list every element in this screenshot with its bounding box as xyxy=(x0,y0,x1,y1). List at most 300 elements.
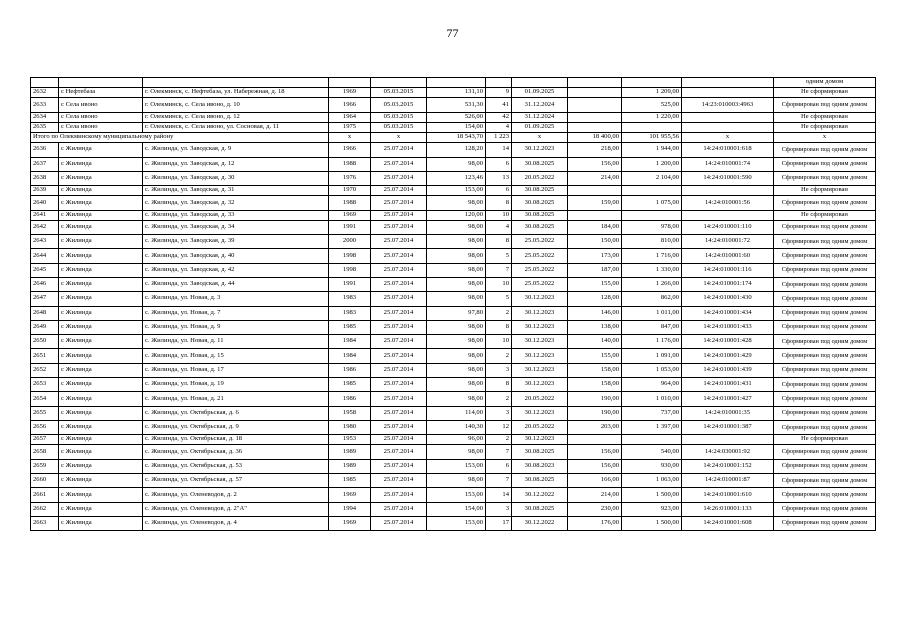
due-date-cell: 30.12.2023 xyxy=(512,363,568,377)
cadastre-cell xyxy=(682,186,774,196)
status-cell: Сформирован под одним домом xyxy=(774,335,876,349)
value-cell: 190,00 xyxy=(568,406,622,420)
table-row xyxy=(31,186,876,196)
status-cell: Не сформирован xyxy=(774,435,876,445)
cadastre-cell: 14:24:010001:110 xyxy=(682,220,774,234)
date-cell: 25.07.2014 xyxy=(371,516,427,530)
date-cell: 25.07.2014 xyxy=(371,459,427,473)
date-cell: 25.07.2014 xyxy=(371,186,427,196)
count-cell: 6 xyxy=(486,459,512,473)
cost-cell: 1 220,00 xyxy=(622,112,682,122)
row-number-cell: 2663 xyxy=(31,516,59,530)
count-cell: 13 xyxy=(486,171,512,185)
cadastre-cell xyxy=(682,435,774,445)
cost-cell: 964,00 xyxy=(622,378,682,392)
area-cell: 98,00 xyxy=(427,220,486,234)
cadastre-cell: 14:24:010001:430 xyxy=(682,292,774,306)
status-cell: Сформирован под одним домом xyxy=(774,320,876,334)
date-cell: 25.07.2014 xyxy=(371,292,427,306)
area-cell: 98,00 xyxy=(427,445,486,459)
cost-cell: 101 955,56 xyxy=(622,133,682,143)
row-number-cell: 2662 xyxy=(31,502,59,516)
address-cell: с. Жилинда, ул. Новая, д. 15 xyxy=(143,349,329,363)
row-number-cell: 2655 xyxy=(31,406,59,420)
date-cell: 05.03.2015 xyxy=(371,122,427,132)
year-cell: 1966 xyxy=(329,98,371,112)
settlement-cell: с Села ивоно xyxy=(59,112,143,122)
settlement-cell: с Жилинда xyxy=(59,406,143,420)
status-cell: Сформирован под одним домом xyxy=(774,392,876,406)
due-date-cell: 30.12.2023 xyxy=(512,406,568,420)
address-cell: г. Олекминск, с. Села ивоно, ул. Сосновая, д. 11 xyxy=(143,122,329,132)
row-number-cell: 2648 xyxy=(31,306,59,320)
due-date-cell: 30.12.2023 xyxy=(512,320,568,334)
date-cell: 25.07.2014 xyxy=(371,392,427,406)
settlement-cell: с Жилинда xyxy=(59,220,143,234)
status-cell: Не сформирован xyxy=(774,186,876,196)
cost-cell: 930,00 xyxy=(622,459,682,473)
cadastre-cell: 14:23:010003:4963 xyxy=(682,98,774,112)
settlement-cell: с Жилинда xyxy=(59,320,143,334)
cost-cell: 540,00 xyxy=(622,445,682,459)
cadastre-cell: 14:24:010001:174 xyxy=(682,277,774,291)
cost-cell: 1 011,00 xyxy=(622,306,682,320)
row-number-cell: 2632 xyxy=(31,88,59,98)
cadastre-cell: 14:24:010001:35 xyxy=(682,406,774,420)
address-cell: с. Жилинда, ул. Новая, д. 17 xyxy=(143,363,329,377)
row-number-cell: 2646 xyxy=(31,277,59,291)
cost-cell: 1 091,00 xyxy=(622,349,682,363)
cadastre-cell: 14:24:010001:434 xyxy=(682,306,774,320)
area-cell: 128,20 xyxy=(427,143,486,157)
area-cell: 98,00 xyxy=(427,249,486,263)
address-cell: с. Жилинда, ул. Новая, д. 19 xyxy=(143,378,329,392)
cadastre-cell xyxy=(682,88,774,98)
cost-cell: 1 944,00 xyxy=(622,143,682,157)
value-cell: 156,00 xyxy=(568,157,622,171)
value-cell: 184,00 xyxy=(568,220,622,234)
cost-cell: 1 053,00 xyxy=(622,363,682,377)
value-cell: 150,00 xyxy=(568,235,622,249)
date-cell: 25.07.2014 xyxy=(371,435,427,445)
settlement-cell: с Жилинда xyxy=(59,349,143,363)
count-cell: 5 xyxy=(486,249,512,263)
due-date-cell: 30.08.2025 xyxy=(512,220,568,234)
value-cell: 187,00 xyxy=(568,263,622,277)
settlement-cell: с Жилинда xyxy=(59,196,143,210)
value-cell: 218,00 xyxy=(568,143,622,157)
value-cell: 230,00 xyxy=(568,502,622,516)
status-cell: Сформирован под одним домом xyxy=(774,488,876,502)
address-cell: с. Жилинда, ул. Октябрьская, д. 36 xyxy=(143,445,329,459)
cadastre-cell: 14:24:010001:428 xyxy=(682,335,774,349)
area-cell: 96,00 xyxy=(427,435,486,445)
year-cell: 1966 xyxy=(329,143,371,157)
value-cell: 140,00 xyxy=(568,335,622,349)
count-cell: 41 xyxy=(486,98,512,112)
table-row xyxy=(31,459,876,473)
count-cell: 7 xyxy=(486,445,512,459)
status-cell: Сформирован под одним домом xyxy=(774,292,876,306)
count-cell: 14 xyxy=(486,143,512,157)
due-date-cell: 20.05.2022 xyxy=(512,420,568,434)
cost-cell: 1 063,00 xyxy=(622,474,682,488)
address-cell: с. Жилинда, ул. Новая, д. 11 xyxy=(143,335,329,349)
settlement-cell: с Жилинда xyxy=(59,335,143,349)
area-cell: 98,00 xyxy=(427,320,486,334)
year-cell: 1994 xyxy=(329,502,371,516)
year-cell: 1989 xyxy=(329,445,371,459)
area-cell: 98,00 xyxy=(427,335,486,349)
date-cell: 25.07.2014 xyxy=(371,220,427,234)
address-cell: с. Жилинда, ул. Оленеводов, д. 2 xyxy=(143,488,329,502)
table-row xyxy=(31,335,876,349)
cadastre-cell: 14:24:010001:387 xyxy=(682,420,774,434)
table-row xyxy=(31,420,876,434)
count-cell: 5 xyxy=(486,292,512,306)
cost-cell: 923,00 xyxy=(622,502,682,516)
count-cell: 14 xyxy=(486,488,512,502)
settlement-cell: с Жилинда xyxy=(59,445,143,459)
address-cell: г. Олекминск, с. Нефтебаза, ул. Набережная, д. 18 xyxy=(143,88,329,98)
date-cell: 25.07.2014 xyxy=(371,171,427,185)
value-cell: 155,00 xyxy=(568,349,622,363)
settlement-cell: с Жилинда xyxy=(59,474,143,488)
row-number-cell: 2658 xyxy=(31,445,59,459)
settlement-cell: с Жилинда xyxy=(59,210,143,220)
year-cell: 1958 xyxy=(329,406,371,420)
date-cell: 25.07.2014 xyxy=(371,445,427,459)
year-cell: 1969 xyxy=(329,210,371,220)
settlement-cell: с Жилинда xyxy=(59,420,143,434)
value-cell: 159,00 xyxy=(568,196,622,210)
status-cell: Сформирован под одним домом xyxy=(774,220,876,234)
due-date-cell: 30.12.2023 xyxy=(512,435,568,445)
value-cell: 214,00 xyxy=(568,488,622,502)
cadastre-cell: 14:24:010001:431 xyxy=(682,378,774,392)
year-cell: 2000 xyxy=(329,235,371,249)
area-cell: 18 543,70 xyxy=(427,133,486,143)
count-cell: 7 xyxy=(486,474,512,488)
status-cell: Сформирован под одним домом xyxy=(774,196,876,210)
table-row xyxy=(31,210,876,220)
row-number-cell: 2656 xyxy=(31,420,59,434)
table-row xyxy=(31,88,876,98)
row-number-cell: 2639 xyxy=(31,186,59,196)
status-cell: Сформирован под одним домом xyxy=(774,363,876,377)
area-cell: 98,00 xyxy=(427,378,486,392)
address-cell: с. Жилинда, ул. Заводская, д. 33 xyxy=(143,210,329,220)
count-cell: 3 xyxy=(486,502,512,516)
address-cell: с. Жилинда, ул. Новая, д. 7 xyxy=(143,306,329,320)
year-cell: 1953 xyxy=(329,435,371,445)
table-row xyxy=(31,349,876,363)
cost-cell: 1 010,00 xyxy=(622,392,682,406)
year-cell: 1984 xyxy=(329,335,371,349)
table-row xyxy=(31,235,876,249)
date-cell: 25.07.2014 xyxy=(371,420,427,434)
value-cell xyxy=(568,210,622,220)
cost-cell: 862,00 xyxy=(622,292,682,306)
table-row xyxy=(31,320,876,334)
status-cell: Сформирован под одним домом xyxy=(774,98,876,112)
due-date-cell: 20.05.2022 xyxy=(512,171,568,185)
settlement-cell: с Жилинда xyxy=(59,502,143,516)
area-cell: 154,00 xyxy=(427,122,486,132)
due-date-cell: 30.12.2023 xyxy=(512,143,568,157)
value-cell: 138,00 xyxy=(568,320,622,334)
cost-cell xyxy=(622,210,682,220)
value-cell: 155,00 xyxy=(568,277,622,291)
address-cell: с. Жилинда, ул. Заводская, д. 34 xyxy=(143,220,329,234)
value-cell: 18 400,00 xyxy=(568,133,622,143)
address-cell: с. Жилинда, ул. Новая, д. 3 xyxy=(143,292,329,306)
row-number-cell: 2650 xyxy=(31,335,59,349)
date-cell: 25.07.2014 xyxy=(371,306,427,320)
row-number-cell: 2652 xyxy=(31,363,59,377)
due-date-cell: 30.12.2022 xyxy=(512,488,568,502)
cost-cell: 1 500,00 xyxy=(622,516,682,530)
count-cell: 12 xyxy=(486,420,512,434)
date-cell: 25.07.2014 xyxy=(371,502,427,516)
year-cell: 1970 xyxy=(329,186,371,196)
cost-cell: 1 209,00 xyxy=(622,88,682,98)
count-cell: 9 xyxy=(486,88,512,98)
settlement-cell: с Жилинда xyxy=(59,263,143,277)
settlement-cell: с Жилинда xyxy=(59,249,143,263)
settlement-cell: с Жилинда xyxy=(59,171,143,185)
due-date-cell: 30.08.2023 xyxy=(512,459,568,473)
table-row xyxy=(31,516,876,530)
date-cell: 25.07.2014 xyxy=(371,320,427,334)
row-number-cell: 2636 xyxy=(31,143,59,157)
cadastre-cell: 14:24:010001:60 xyxy=(682,249,774,263)
address-cell: с. Жилинда, ул. Октябрьская, д. 9 xyxy=(143,420,329,434)
cost-cell xyxy=(622,186,682,196)
year-cell: x xyxy=(329,133,371,143)
cadastre-cell: 14:24:010001:608 xyxy=(682,516,774,530)
due-date-cell: 30.12.2022 xyxy=(512,516,568,530)
cost-cell: 1 716,00 xyxy=(622,249,682,263)
due-date-cell: x xyxy=(512,133,568,143)
area-cell: 531,30 xyxy=(427,98,486,112)
due-date-cell: 30.12.2023 xyxy=(512,349,568,363)
row-number-cell: 2653 xyxy=(31,378,59,392)
table-row xyxy=(31,220,876,234)
count-cell: 8 xyxy=(486,196,512,210)
count-cell: 7 xyxy=(486,263,512,277)
table-row xyxy=(31,363,876,377)
table-row xyxy=(31,292,876,306)
date-cell: 25.07.2014 xyxy=(371,196,427,210)
date-cell: 25.07.2014 xyxy=(371,335,427,349)
area-cell: 123,46 xyxy=(427,171,486,185)
due-date-cell: 30.12.2023 xyxy=(512,292,568,306)
row-number-cell: 2645 xyxy=(31,263,59,277)
area-cell: 98,00 xyxy=(427,277,486,291)
year-cell: 1989 xyxy=(329,459,371,473)
status-cell: Сформирован под одним домом xyxy=(774,459,876,473)
value-cell: 158,00 xyxy=(568,378,622,392)
count-cell: 2 xyxy=(486,435,512,445)
value-cell: 173,00 xyxy=(568,249,622,263)
cadastre-cell: 14:24:010001:429 xyxy=(682,349,774,363)
cadastre-cell: 14:24:010001:590 xyxy=(682,171,774,185)
cadastre-cell: 14:24:010001:439 xyxy=(682,363,774,377)
settlement-cell: с Жилинда xyxy=(59,306,143,320)
cadastre-cell: 14:24:010001:610 xyxy=(682,488,774,502)
due-date-cell: 30.08.2025 xyxy=(512,445,568,459)
cost-cell xyxy=(622,435,682,445)
row-number-cell: 2633 xyxy=(31,98,59,112)
count-cell: 2 xyxy=(486,392,512,406)
value-cell: 156,00 xyxy=(568,459,622,473)
row-number-cell: 2644 xyxy=(31,249,59,263)
value-cell xyxy=(568,98,622,112)
status-cell: Сформирован под одним домом xyxy=(774,378,876,392)
count-cell: 4 xyxy=(486,220,512,234)
address-cell: с. Жилинда, ул. Октябрьская, д. 6 xyxy=(143,406,329,420)
year-cell: 1980 xyxy=(329,420,371,434)
settlement-cell: с Жилинда xyxy=(59,459,143,473)
count-cell: 3 xyxy=(486,363,512,377)
status-cell: Сформирован под одним домом xyxy=(774,474,876,488)
cost-cell: 2 104,00 xyxy=(622,171,682,185)
table-row xyxy=(31,435,876,445)
cost-cell: 525,00 xyxy=(622,98,682,112)
row-number-cell: 2657 xyxy=(31,435,59,445)
row-number-cell: 2638 xyxy=(31,171,59,185)
value-cell: 214,00 xyxy=(568,171,622,185)
area-cell: 153,00 xyxy=(427,516,486,530)
cadastre-cell: 14:24:010001:56 xyxy=(682,196,774,210)
settlement-cell: с Жилинда xyxy=(59,363,143,377)
count-cell: 8 xyxy=(486,235,512,249)
status-cell: Сформирован под одним домом xyxy=(774,263,876,277)
count-cell: 2 xyxy=(486,306,512,320)
table-row xyxy=(31,277,876,291)
settlement-cell: с Жилинда xyxy=(59,277,143,291)
settlement-cell: с Жилинда xyxy=(59,235,143,249)
date-cell: 25.07.2014 xyxy=(371,349,427,363)
date-cell: x xyxy=(371,133,427,143)
page-number: 77 xyxy=(446,26,459,40)
count-cell: 17 xyxy=(486,516,512,530)
count-cell: 8 xyxy=(486,320,512,334)
date-cell: 05.03.2015 xyxy=(371,112,427,122)
value-cell xyxy=(568,88,622,98)
count-cell: 10 xyxy=(486,210,512,220)
value-cell: 190,00 xyxy=(568,392,622,406)
settlement-cell: с Жилинда xyxy=(59,186,143,196)
count-cell: 2 xyxy=(486,349,512,363)
count-cell: 4 xyxy=(486,122,512,132)
cadastre-cell: 14:24:010001:72 xyxy=(682,235,774,249)
area-cell: 98,00 xyxy=(427,292,486,306)
row-number-cell: 2651 xyxy=(31,349,59,363)
year-cell: 1998 xyxy=(329,249,371,263)
settlement-cell: с Жилинда xyxy=(59,488,143,502)
settlement-cell: с Жилинда xyxy=(59,143,143,157)
date-cell: 05.03.2015 xyxy=(371,88,427,98)
address-cell: с. Жилинда, ул. Октябрьская, д. 57 xyxy=(143,474,329,488)
due-date-cell: 20.05.2022 xyxy=(512,392,568,406)
year-cell: 1998 xyxy=(329,263,371,277)
due-date-cell: 25.05.2022 xyxy=(512,263,568,277)
value-cell xyxy=(568,122,622,132)
date-cell: 05.03.2015 xyxy=(371,98,427,112)
table-row xyxy=(31,378,876,392)
year-cell: 1969 xyxy=(329,516,371,530)
address-cell: с. Жилинда, ул. Заводская, д. 12 xyxy=(143,157,329,171)
area-cell: 98,00 xyxy=(427,392,486,406)
settlement-cell: с Села ивоно xyxy=(59,98,143,112)
area-cell: 526,00 xyxy=(427,112,486,122)
value-cell: 128,00 xyxy=(568,292,622,306)
year-cell: 1983 xyxy=(329,292,371,306)
status-cell: одним домом xyxy=(774,78,876,88)
year-cell: 1988 xyxy=(329,196,371,210)
status-cell: Сформирован под одним домом xyxy=(774,445,876,459)
year-cell: 1991 xyxy=(329,220,371,234)
cost-cell: 1 500,00 xyxy=(622,488,682,502)
cadastre-cell: 14:24:030001:92 xyxy=(682,445,774,459)
table-row xyxy=(31,392,876,406)
status-cell: Сформирован под одним домом xyxy=(774,349,876,363)
value-cell xyxy=(568,435,622,445)
cadastre-cell: 14:24:010001:433 xyxy=(682,320,774,334)
due-date-cell: 25.05.2022 xyxy=(512,249,568,263)
status-cell: Сформирован под одним домом xyxy=(774,143,876,157)
row-number-cell: 2649 xyxy=(31,320,59,334)
area-cell: 98,00 xyxy=(427,235,486,249)
value-cell: 176,00 xyxy=(568,516,622,530)
row-number-cell: 2654 xyxy=(31,392,59,406)
date-cell: 25.07.2014 xyxy=(371,263,427,277)
status-cell: Сформирован под одним домом xyxy=(774,516,876,530)
address-cell: с. Жилинда, ул. Октябрьская, д. 18 xyxy=(143,435,329,445)
area-cell: 153,00 xyxy=(427,459,486,473)
due-date-cell: 01.09.2025 xyxy=(512,122,568,132)
settlement-cell: с Жилинда xyxy=(59,157,143,171)
table-row xyxy=(31,474,876,488)
area-cell: 154,00 xyxy=(427,502,486,516)
date-cell: 25.07.2014 xyxy=(371,474,427,488)
settlement-cell: с Жилинда xyxy=(59,292,143,306)
address-cell: с. Жилинда, ул. Октябрьская, д. 53 xyxy=(143,459,329,473)
status-cell: Сформирован под одним домом xyxy=(774,502,876,516)
table-row xyxy=(31,157,876,171)
area-cell: 120,00 xyxy=(427,210,486,220)
due-date-cell: 31.12.2024 xyxy=(512,98,568,112)
row-number-cell: 2637 xyxy=(31,157,59,171)
due-date-cell: 30.12.2023 xyxy=(512,335,568,349)
cadastre-cell xyxy=(682,210,774,220)
date-cell: 25.07.2014 xyxy=(371,210,427,220)
address-cell: г. Олекминск, с. Села ивоно, д. 10 xyxy=(143,98,329,112)
address-cell: с. Жилинда, ул. Новая, д. 21 xyxy=(143,392,329,406)
count-cell: 6 xyxy=(486,157,512,171)
address-cell: с. Жилинда, ул. Заводская, д. 31 xyxy=(143,186,329,196)
count-cell: 42 xyxy=(486,112,512,122)
year-cell: 1988 xyxy=(329,157,371,171)
count-cell: 10 xyxy=(486,277,512,291)
table-row xyxy=(31,406,876,420)
due-date-cell: 30.12.2023 xyxy=(512,306,568,320)
status-cell: Не сформирован xyxy=(774,112,876,122)
area-cell: 98,00 xyxy=(427,196,486,210)
date-cell: 25.07.2014 xyxy=(371,406,427,420)
